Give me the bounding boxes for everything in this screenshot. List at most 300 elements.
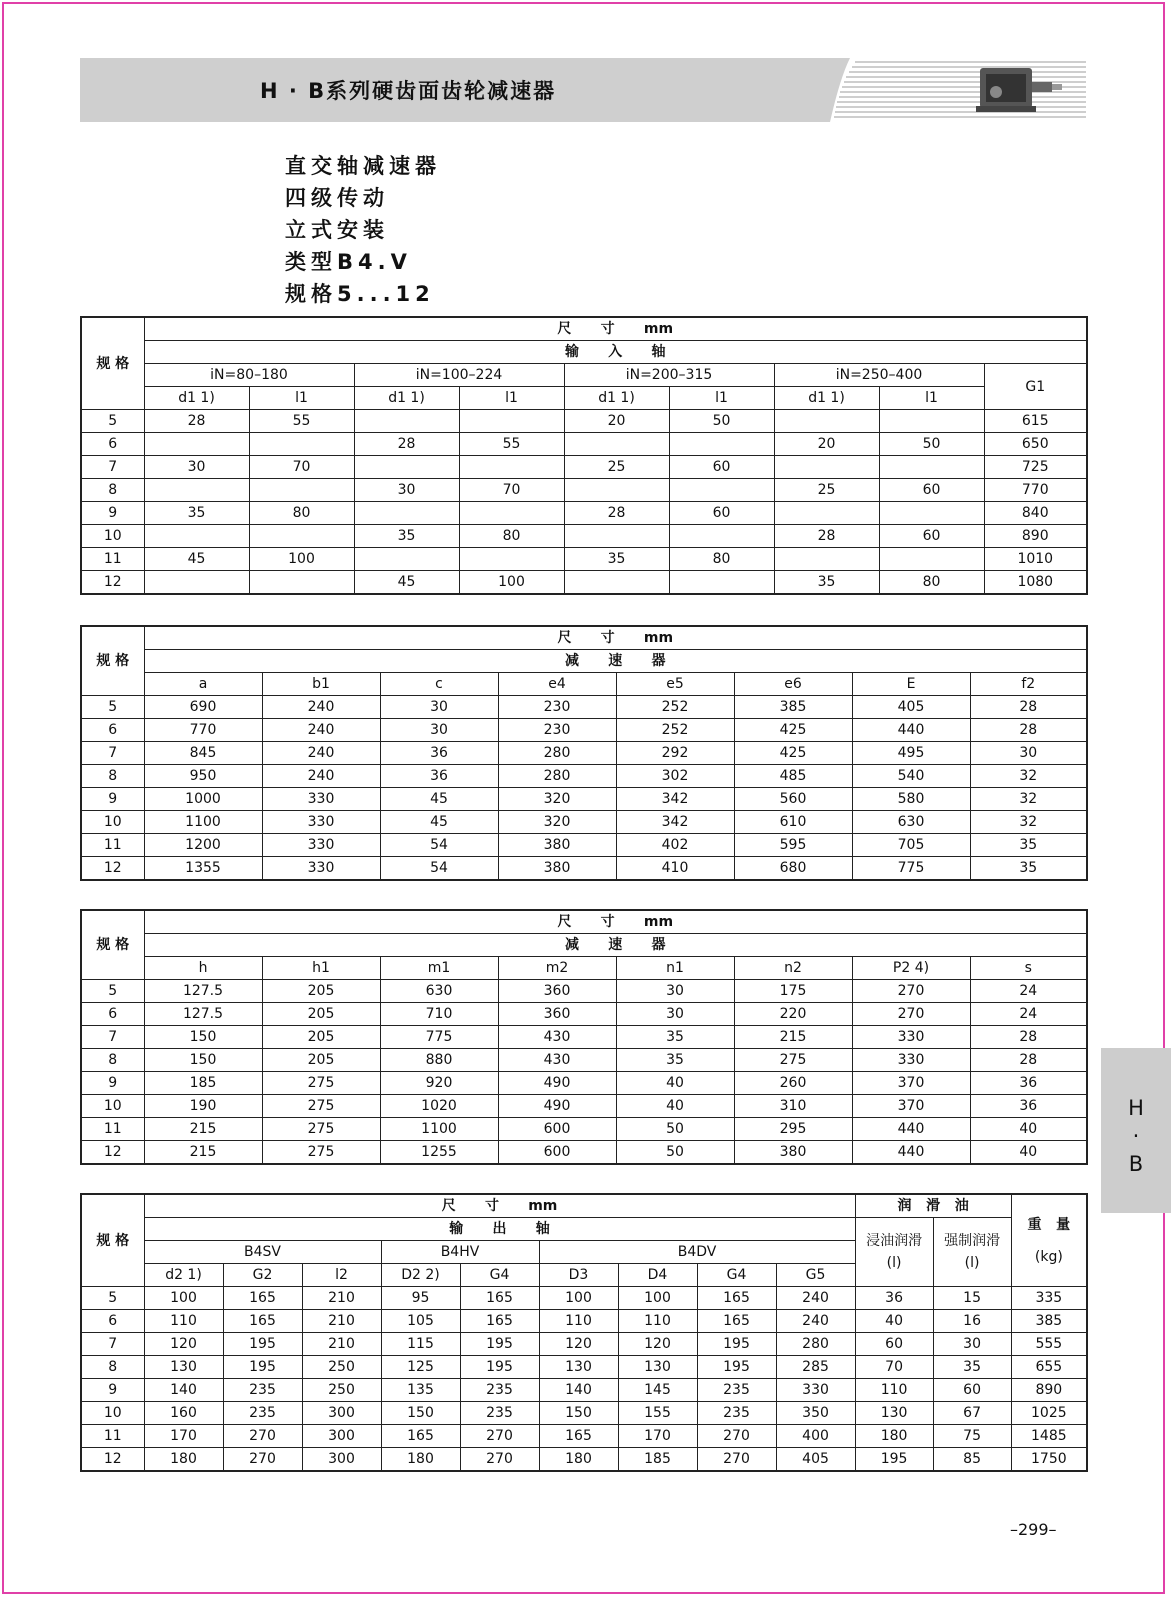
value-cell (249, 525, 354, 548)
value-cell: 490 (498, 1072, 616, 1095)
spec-cell: 8 (81, 765, 144, 788)
value-cell: 170 (144, 1425, 223, 1448)
intro-line-2: 四级传动 (285, 186, 389, 210)
value-cell: 1255 (380, 1141, 498, 1165)
value-cell: 190 (144, 1095, 262, 1118)
value-cell: 335 (1011, 1287, 1087, 1310)
value-cell: 120 (618, 1333, 697, 1356)
value-cell: 30 (616, 980, 734, 1003)
value-cell: 430 (498, 1049, 616, 1072)
section-side-tab (1101, 1048, 1171, 1213)
value-cell: 50 (616, 1141, 734, 1165)
value-cell: 150 (144, 1049, 262, 1072)
value-cell: 60 (669, 456, 774, 479)
value-cell: 40 (970, 1118, 1087, 1141)
group-b4sv: B4SV (144, 1241, 381, 1264)
value-cell: 770 (984, 479, 1087, 502)
value-cell: 275 (734, 1049, 852, 1072)
value-cell: 280 (498, 742, 616, 765)
spec-cell: 8 (81, 1049, 144, 1072)
value-cell: 60 (879, 479, 984, 502)
value-cell (879, 456, 984, 479)
value-cell: 100 (618, 1287, 697, 1310)
value-cell (144, 525, 249, 548)
table-row (81, 719, 1087, 742)
value-cell: 330 (852, 1026, 970, 1049)
value-cell: 45 (354, 571, 459, 595)
weight-header (1011, 1194, 1087, 1287)
spec-cell: 11 (81, 1425, 144, 1448)
value-cell: 70 (855, 1356, 933, 1379)
dimension-header: 尺 寸 mm (144, 317, 1087, 341)
value-cell (774, 410, 879, 433)
value-cell: 20 (774, 433, 879, 456)
column-header: e6 (734, 673, 852, 696)
column-header: n2 (734, 957, 852, 980)
column-header: G2 (223, 1264, 302, 1287)
spec-cell: 5 (81, 410, 144, 433)
value-cell: 230 (498, 719, 616, 742)
value-cell: 235 (223, 1379, 302, 1402)
value-cell: 45 (380, 811, 498, 834)
spec-cell: 11 (81, 1118, 144, 1141)
value-cell: 380 (734, 1141, 852, 1165)
value-cell: 55 (459, 433, 564, 456)
value-cell: 1020 (380, 1095, 498, 1118)
value-cell: 115 (381, 1333, 460, 1356)
value-cell: 95 (381, 1287, 460, 1310)
side-tab-line-1: H (1128, 1096, 1144, 1120)
value-cell: 100 (459, 571, 564, 595)
spec-cell: 6 (81, 719, 144, 742)
value-cell: 30 (616, 1003, 734, 1026)
group-b4dv: B4DV (539, 1241, 855, 1264)
spec-cell: 9 (81, 788, 144, 811)
table-row (81, 788, 1087, 811)
value-cell (144, 433, 249, 456)
value-cell: 270 (460, 1448, 539, 1472)
column-header: D2 2) (381, 1264, 460, 1287)
intro-line-3: 立式安装 (285, 218, 389, 242)
value-cell: 615 (984, 410, 1087, 433)
value-cell: 100 (144, 1287, 223, 1310)
spec-cell: 5 (81, 696, 144, 719)
output-shaft-table (80, 1193, 1088, 1472)
value-cell: 770 (144, 719, 262, 742)
value-cell: 405 (852, 696, 970, 719)
value-cell: 1100 (380, 1118, 498, 1141)
value-cell: 165 (460, 1287, 539, 1310)
value-cell: 30 (970, 742, 1087, 765)
spec-header: 规 格 (81, 626, 144, 696)
dimension-header: 尺 寸 mm (144, 910, 1087, 934)
value-cell: 775 (380, 1026, 498, 1049)
table-row (81, 1402, 1087, 1425)
lube-dip-header (855, 1218, 933, 1287)
spec-header: 规 格 (81, 910, 144, 980)
section-header: 输 入 轴 (144, 341, 1087, 364)
value-cell: 180 (539, 1448, 618, 1472)
value-cell: 165 (223, 1310, 302, 1333)
spec-cell: 11 (81, 834, 144, 857)
value-cell: 350 (776, 1402, 855, 1425)
value-cell: 240 (262, 719, 380, 742)
value-cell: 252 (616, 719, 734, 742)
column-header: b1 (262, 673, 380, 696)
value-cell: 130 (618, 1356, 697, 1379)
value-cell: 275 (262, 1072, 380, 1095)
value-cell: 205 (262, 1026, 380, 1049)
value-cell: 165 (381, 1425, 460, 1448)
value-cell: 150 (144, 1026, 262, 1049)
ratio-range-1: iN=80–180 (144, 364, 354, 387)
value-cell: 215 (144, 1141, 262, 1165)
value-cell: 35 (354, 525, 459, 548)
column-header: l1 (459, 387, 564, 410)
column-header: G4 (460, 1264, 539, 1287)
value-cell: 195 (697, 1356, 776, 1379)
table-row (81, 857, 1087, 881)
value-cell: 230 (498, 696, 616, 719)
spec-cell: 9 (81, 502, 144, 525)
value-cell: 235 (697, 1379, 776, 1402)
value-cell: 270 (223, 1425, 302, 1448)
value-cell: 28 (970, 1026, 1087, 1049)
value-cell: 1000 (144, 788, 262, 811)
spec-cell: 5 (81, 1287, 144, 1310)
value-cell: 630 (852, 811, 970, 834)
value-cell (669, 479, 774, 502)
value-cell: 890 (1011, 1379, 1087, 1402)
value-cell: 80 (669, 548, 774, 571)
value-cell: 215 (144, 1118, 262, 1141)
table-row (81, 525, 1087, 548)
value-cell: 150 (381, 1402, 460, 1425)
column-header: P2 4) (852, 957, 970, 980)
intro-block (285, 150, 441, 310)
value-cell: 40 (616, 1072, 734, 1095)
value-cell: 330 (262, 834, 380, 857)
value-cell: 70 (459, 479, 564, 502)
value-cell: 35 (616, 1026, 734, 1049)
value-cell: 655 (1011, 1356, 1087, 1379)
value-cell: 630 (380, 980, 498, 1003)
value-cell: 580 (852, 788, 970, 811)
value-cell: 270 (697, 1448, 776, 1472)
value-cell: 440 (852, 1118, 970, 1141)
column-header: d1 1) (774, 387, 879, 410)
value-cell (669, 525, 774, 548)
value-cell: 1010 (984, 548, 1087, 571)
value-cell: 890 (984, 525, 1087, 548)
value-cell: 560 (734, 788, 852, 811)
value-cell: 595 (734, 834, 852, 857)
column-header: G5 (776, 1264, 855, 1287)
column-header: d2 1) (144, 1264, 223, 1287)
value-cell: 385 (734, 696, 852, 719)
spec-cell: 7 (81, 1333, 144, 1356)
value-cell: 80 (879, 571, 984, 595)
value-cell: 130 (144, 1356, 223, 1379)
value-cell: 70 (249, 456, 354, 479)
value-cell: 25 (564, 456, 669, 479)
column-header: m1 (380, 957, 498, 980)
value-cell: 120 (539, 1333, 618, 1356)
value-cell: 252 (616, 696, 734, 719)
value-cell: 140 (539, 1379, 618, 1402)
value-cell (564, 479, 669, 502)
value-cell: 155 (618, 1402, 697, 1425)
table-row (81, 1333, 1087, 1356)
value-cell: 180 (144, 1448, 223, 1472)
ratio-range-2: iN=100–224 (354, 364, 564, 387)
value-cell: 127.5 (144, 1003, 262, 1026)
lubricant-header: 润 滑 油 (855, 1194, 1011, 1218)
value-cell: 170 (618, 1425, 697, 1448)
dimension-header: 尺 寸 mm (144, 1194, 855, 1218)
value-cell: 300 (302, 1425, 381, 1448)
value-cell: 280 (776, 1333, 855, 1356)
spec-cell: 7 (81, 1026, 144, 1049)
lube-forced-label: 强制润滑 (944, 1233, 1001, 1249)
value-cell: 725 (984, 456, 1087, 479)
value-cell: 110 (618, 1310, 697, 1333)
value-cell: 440 (852, 1141, 970, 1165)
intro-line-5: 规格5...12 (285, 282, 435, 306)
value-cell (354, 410, 459, 433)
spec-cell: 12 (81, 1448, 144, 1472)
value-cell: 275 (262, 1141, 380, 1165)
table-row (81, 1356, 1087, 1379)
value-cell: 32 (970, 765, 1087, 788)
spec-cell: 6 (81, 433, 144, 456)
column-header: D4 (618, 1264, 697, 1287)
value-cell: 32 (970, 811, 1087, 834)
value-cell: 370 (852, 1095, 970, 1118)
table-row (81, 765, 1087, 788)
value-cell: 36 (380, 742, 498, 765)
value-cell: 280 (498, 765, 616, 788)
value-cell: 175 (734, 980, 852, 1003)
value-cell: 430 (498, 1026, 616, 1049)
section-header: 减 速 器 (144, 650, 1087, 673)
value-cell: 28 (564, 502, 669, 525)
value-cell: 110 (855, 1379, 933, 1402)
value-cell: 210 (302, 1310, 381, 1333)
table-row (81, 479, 1087, 502)
spec-header: 规 格 (81, 317, 144, 410)
value-cell: 235 (697, 1402, 776, 1425)
value-cell: 275 (262, 1095, 380, 1118)
value-cell: 385 (1011, 1310, 1087, 1333)
value-cell: 440 (852, 719, 970, 742)
value-cell: 600 (498, 1118, 616, 1141)
value-cell: 125 (381, 1356, 460, 1379)
value-cell: 130 (539, 1356, 618, 1379)
value-cell: 30 (380, 719, 498, 742)
column-header: d1 1) (354, 387, 459, 410)
value-cell: 30 (933, 1333, 1011, 1356)
value-cell (249, 433, 354, 456)
value-cell: 35 (933, 1356, 1011, 1379)
value-cell (564, 433, 669, 456)
value-cell: 1485 (1011, 1425, 1087, 1448)
table-row (81, 1003, 1087, 1026)
value-cell: 215 (734, 1026, 852, 1049)
value-cell: 32 (970, 788, 1087, 811)
value-cell: 705 (852, 834, 970, 857)
value-cell (774, 548, 879, 571)
value-cell: 180 (381, 1448, 460, 1472)
g1-header: G1 (984, 364, 1087, 410)
value-cell: 165 (539, 1425, 618, 1448)
value-cell (879, 410, 984, 433)
value-cell: 60 (933, 1379, 1011, 1402)
value-cell: 35 (564, 548, 669, 571)
value-cell: 15 (933, 1287, 1011, 1310)
table-row (81, 1072, 1087, 1095)
value-cell: 240 (776, 1310, 855, 1333)
value-cell: 285 (776, 1356, 855, 1379)
table-row (81, 742, 1087, 765)
value-cell: 240 (776, 1287, 855, 1310)
table-row (81, 980, 1087, 1003)
table-row (81, 811, 1087, 834)
value-cell: 370 (852, 1072, 970, 1095)
value-cell: 845 (144, 742, 262, 765)
value-cell: 342 (616, 811, 734, 834)
value-cell: 360 (498, 980, 616, 1003)
intro-line-1: 直交轴减速器 (285, 154, 441, 178)
spec-cell: 11 (81, 548, 144, 571)
value-cell: 330 (262, 788, 380, 811)
column-header: l1 (249, 387, 354, 410)
value-cell: 320 (498, 788, 616, 811)
value-cell: 195 (223, 1356, 302, 1379)
value-cell: 40 (855, 1310, 933, 1333)
value-cell: 235 (223, 1402, 302, 1425)
spec-cell: 10 (81, 1095, 144, 1118)
value-cell: 425 (734, 742, 852, 765)
spec-cell: 12 (81, 857, 144, 881)
value-cell: 270 (460, 1425, 539, 1448)
value-cell: 30 (354, 479, 459, 502)
value-cell: 310 (734, 1095, 852, 1118)
value-cell: 210 (302, 1333, 381, 1356)
value-cell: 235 (460, 1379, 539, 1402)
value-cell: 270 (852, 980, 970, 1003)
value-cell: 50 (879, 433, 984, 456)
value-cell: 180 (855, 1425, 933, 1448)
column-header: s (970, 957, 1087, 980)
lube-dip-label: 浸油润滑 (866, 1233, 923, 1249)
value-cell: 45 (380, 788, 498, 811)
table-row (81, 1141, 1087, 1165)
value-cell (879, 548, 984, 571)
table-row (81, 1310, 1087, 1333)
value-cell: 690 (144, 696, 262, 719)
spec-cell: 9 (81, 1379, 144, 1402)
value-cell (774, 502, 879, 525)
table-row (81, 1049, 1087, 1072)
side-tab-line-3: B (1128, 1152, 1144, 1176)
value-cell: 20 (564, 410, 669, 433)
table-row (81, 1379, 1087, 1402)
column-header: h (144, 957, 262, 980)
value-cell: 75 (933, 1425, 1011, 1448)
value-cell: 195 (223, 1333, 302, 1356)
value-cell: 105 (381, 1310, 460, 1333)
value-cell: 880 (380, 1049, 498, 1072)
value-cell: 28 (774, 525, 879, 548)
column-header: a (144, 673, 262, 696)
page-title: H · B系列硬齿面齿轮减速器 (260, 79, 557, 103)
reducer-dimensions-table-2 (80, 909, 1088, 1165)
table-row (81, 696, 1087, 719)
value-cell: 100 (249, 548, 354, 571)
spec-cell: 6 (81, 1310, 144, 1333)
spec-cell: 12 (81, 571, 144, 595)
value-cell (669, 571, 774, 595)
value-cell: 35 (616, 1049, 734, 1072)
column-header: c (380, 673, 498, 696)
value-cell: 360 (498, 1003, 616, 1026)
value-cell (354, 548, 459, 571)
input-shaft-table (80, 316, 1088, 595)
value-cell: 210 (302, 1287, 381, 1310)
section-header: 减 速 器 (144, 934, 1087, 957)
lube-forced-header (933, 1218, 1011, 1287)
column-header: E (852, 673, 970, 696)
table-row (81, 410, 1087, 433)
value-cell: 54 (380, 857, 498, 881)
spec-cell: 9 (81, 1072, 144, 1095)
value-cell: 160 (144, 1402, 223, 1425)
value-cell: 425 (734, 719, 852, 742)
value-cell (459, 410, 564, 433)
value-cell: 320 (498, 811, 616, 834)
value-cell: 145 (618, 1379, 697, 1402)
column-header: n1 (616, 957, 734, 980)
header-banner (80, 58, 1086, 122)
value-cell: 495 (852, 742, 970, 765)
value-cell: 40 (970, 1141, 1087, 1165)
value-cell (459, 548, 564, 571)
table-row (81, 502, 1087, 525)
value-cell: 16 (933, 1310, 1011, 1333)
value-cell: 60 (669, 502, 774, 525)
value-cell: 205 (262, 1003, 380, 1026)
value-cell: 28 (354, 433, 459, 456)
value-cell: 195 (855, 1448, 933, 1472)
value-cell: 140 (144, 1379, 223, 1402)
value-cell: 650 (984, 433, 1087, 456)
spec-cell: 7 (81, 456, 144, 479)
spec-cell: 8 (81, 1356, 144, 1379)
spec-cell: 8 (81, 479, 144, 502)
spec-cell: 10 (81, 811, 144, 834)
value-cell: 24 (970, 980, 1087, 1003)
column-header: e5 (616, 673, 734, 696)
gear-reducer-image (966, 62, 1066, 118)
value-cell: 30 (380, 696, 498, 719)
column-header: h1 (262, 957, 380, 980)
value-cell: 67 (933, 1402, 1011, 1425)
column-header: d1 1) (144, 387, 249, 410)
value-cell (564, 525, 669, 548)
value-cell (459, 456, 564, 479)
table-row (81, 433, 1087, 456)
